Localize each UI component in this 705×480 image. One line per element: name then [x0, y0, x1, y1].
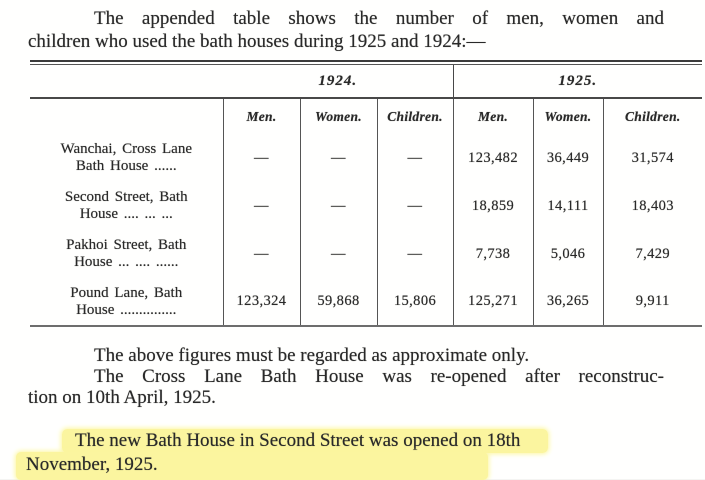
cell-women-1925: 36,449 [533, 134, 603, 182]
cell-children-1924: — [377, 230, 453, 278]
note-line-1: The above figures must be regarded as approximate only. [94, 345, 530, 366]
column-header-row [30, 98, 702, 134]
cell-women-1924: — [300, 230, 377, 278]
cell-children-1924: — [377, 134, 453, 182]
table-wrapper [30, 60, 702, 327]
cell-men-1925: 7,738 [453, 230, 533, 278]
column-header-women-1924: Women. [300, 98, 377, 134]
highlighted-note [28, 429, 688, 480]
year-header-1925: 1925. [453, 65, 702, 98]
note-line-2: The Cross Lane Bath House was re-opened after reconstruc- [94, 366, 664, 387]
cell-children-1925: 9,911 [603, 278, 702, 326]
cell-children-1924: — [377, 182, 453, 230]
table-row-wanchai [30, 134, 702, 182]
cell-children-1925: 18,403 [603, 182, 702, 230]
column-header-children-1924: Children. [377, 98, 453, 134]
cell-children-1925: 7,429 [603, 230, 702, 278]
cell-men-1925: 123,482 [453, 134, 533, 182]
column-header-spacer [30, 98, 223, 134]
row-label: Wanchai, Cross Lane Bath House ...... [60, 141, 192, 174]
cell-women-1924: — [300, 182, 377, 230]
bath-house-table [30, 65, 702, 327]
year-header-spacer [30, 65, 223, 98]
row-label: Pound Lane, Bath House ............... [70, 284, 183, 318]
cell-men-1924: — [223, 182, 300, 230]
cell-men-1924: — [223, 134, 300, 182]
cell-children-1924: 15,806 [377, 278, 453, 326]
cell-women-1924: 59,868 [300, 278, 377, 326]
intro-line-2: children who used the bath houses during 1925 and 1924:— [28, 31, 486, 52]
highlight-line-2 [28, 452, 688, 480]
cell-men-1925: 125,271 [453, 278, 533, 326]
row-label: Pakhoi Street, Bath House ... .... ...... [66, 237, 187, 270]
intro-paragraph [28, 7, 664, 53]
table-row-pound-lane [30, 278, 702, 326]
highlight-mark: November, 1925. [16, 452, 488, 480]
row-label: Second Street, Bath House .... ... ... [64, 189, 188, 222]
intro-line-1: The appended table shows the number of men, women and [94, 8, 664, 29]
highlight-line-1 [28, 429, 688, 452]
cell-women-1925: 14,111 [533, 182, 603, 230]
cell-men-1924: 123,324 [223, 278, 300, 326]
highlight-mark: The new Bath House in Second Street was opened on 18th [62, 429, 548, 453]
column-header-men-1924: Men. [223, 98, 300, 134]
cell-men-1925: 18,859 [453, 182, 533, 230]
column-header-children-1925: Children. [603, 98, 702, 134]
cell-women-1924: — [300, 134, 377, 182]
cell-children-1925: 31,574 [603, 134, 702, 182]
table-row-second-street [30, 182, 702, 230]
cell-women-1925: 36,265 [533, 278, 603, 326]
year-header-row [30, 65, 702, 98]
table-row-pakhoi-street [30, 230, 702, 278]
notes-paragraph [28, 345, 664, 408]
column-header-women-1925: Women. [533, 98, 603, 134]
cell-men-1924: — [223, 230, 300, 278]
year-header-1924: 1924. [223, 65, 453, 98]
column-header-men-1925: Men. [453, 98, 533, 134]
cell-women-1925: 5,046 [533, 230, 603, 278]
note-line-3: tion on 10th April, 1925. [28, 387, 216, 408]
